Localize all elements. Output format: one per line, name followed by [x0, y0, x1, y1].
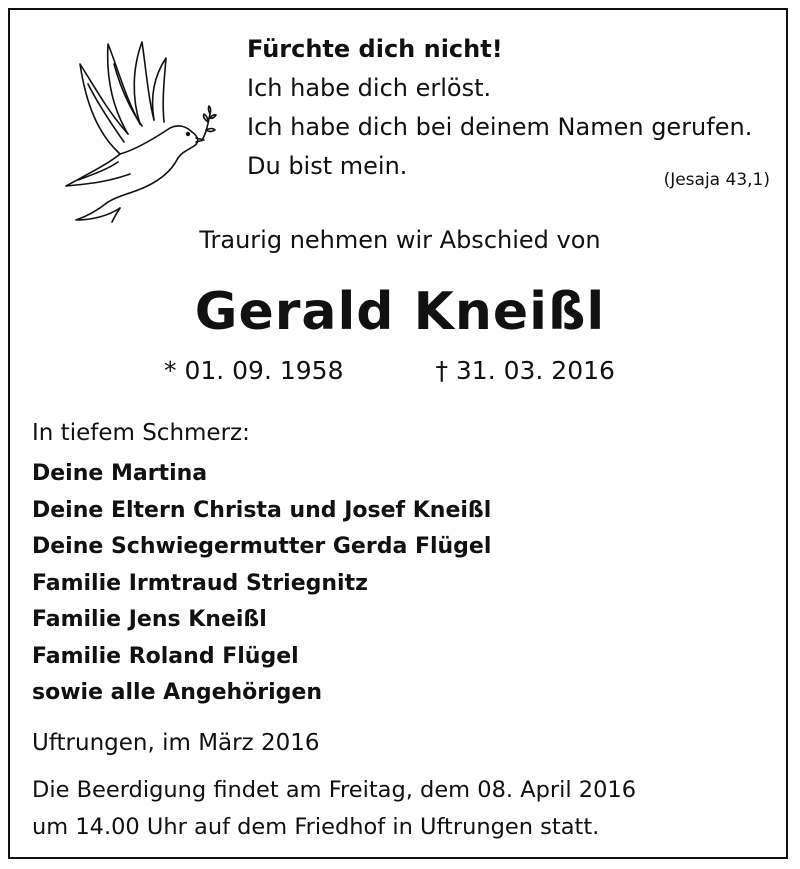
mourner-item: Familie Irmtraud Striegnitz — [32, 570, 368, 596]
death-date: † 31. 03. 2016 — [435, 356, 615, 385]
verse-line: Ich habe dich bei deinem Namen gerufen. — [247, 113, 753, 141]
verse-line: Fürchte dich nicht! — [247, 35, 503, 63]
mourner-item: Deine Eltern Christa und Josef Kneißl — [32, 497, 492, 523]
mourner-item: Deine Schwiegermutter Gerda Flügel — [32, 534, 492, 559]
mourner-item: Familie Roland Flügel — [32, 643, 299, 669]
birth-date: * 01. 09. 1958 — [164, 356, 344, 385]
verse-line: Ich habe dich erlöst. — [247, 74, 492, 102]
deceased-name: Gerald Kneißl — [194, 282, 606, 342]
mourner-item: sowie alle Angehörigen — [32, 680, 323, 705]
funeral-info — [32, 772, 636, 846]
verse-line: Du bist mein. — [247, 152, 408, 180]
mourner-item: Familie Jens Kneißl — [32, 607, 267, 632]
farewell-intro: Traurig nehmen wir Abschied von — [199, 226, 601, 254]
mourners-list — [32, 456, 491, 712]
verse-reference: (Jesaja 43,1) — [663, 170, 770, 190]
funeral-line: Die Beerdigung findet am Freitag, dem 08. April 2016 — [32, 777, 637, 803]
life-dates — [164, 356, 615, 385]
dove-icon — [58, 24, 218, 224]
place-date: Uftrungen, im März 2016 — [32, 730, 320, 756]
grief-line: In tiefem Schmerz: — [32, 420, 250, 446]
bible-verse — [247, 30, 752, 186]
mourner-item: Deine Martina — [32, 461, 208, 486]
funeral-line: um 14.00 Uhr auf dem Friedhof in Uftrungen statt. — [32, 814, 600, 840]
